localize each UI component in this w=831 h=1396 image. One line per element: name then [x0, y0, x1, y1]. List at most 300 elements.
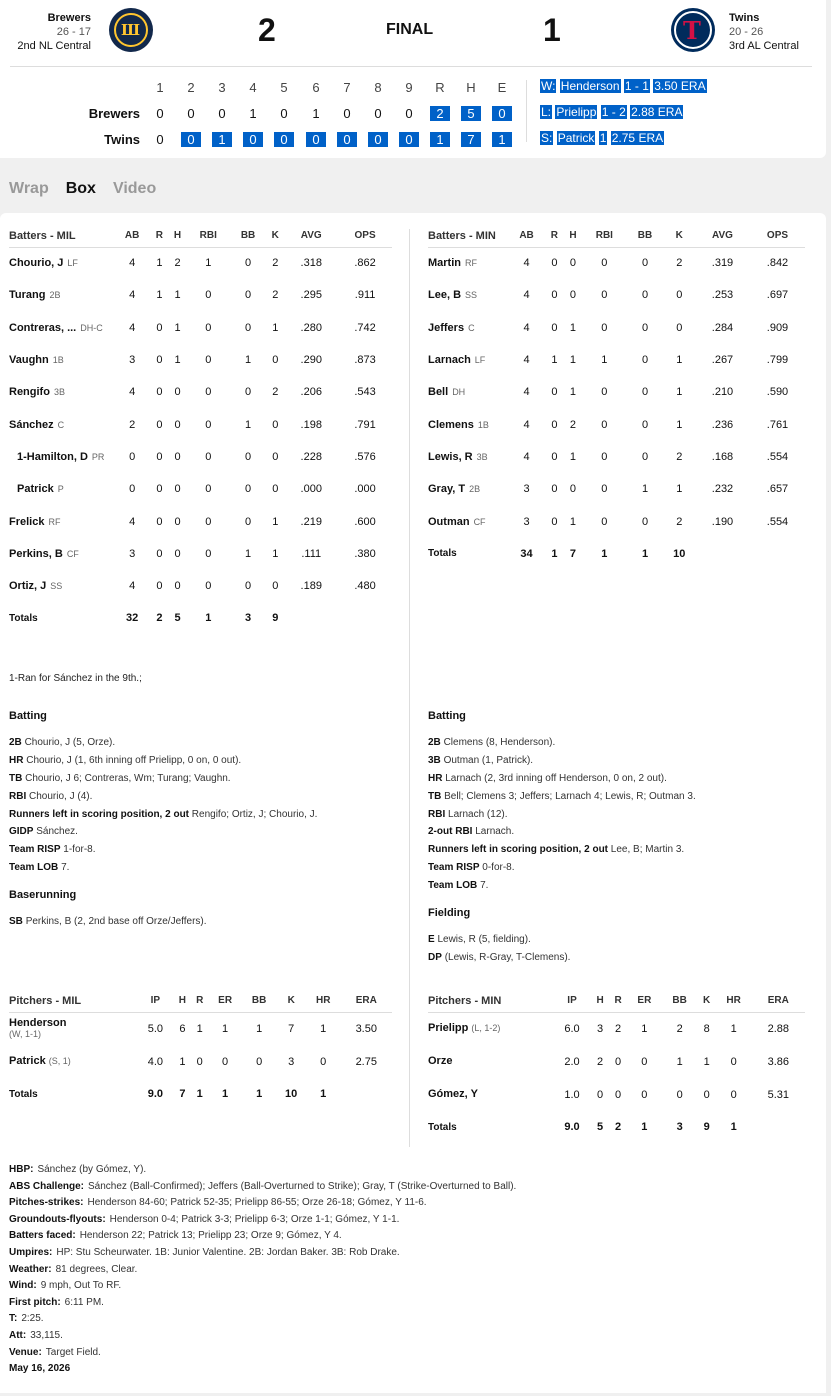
player-name[interactable]: Gómez, Y [428, 1088, 478, 1100]
decision-era: 2.75 ERA [611, 131, 664, 145]
player-cell[interactable] [428, 1045, 553, 1078]
stat-cell: 0 [174, 418, 181, 431]
game-info-line [9, 1295, 516, 1312]
inning-header: 7 [343, 80, 351, 95]
stat-cell: 3 [129, 354, 136, 367]
linescore-cell: 0 [280, 106, 288, 121]
stat-cell: 1 [244, 354, 252, 367]
stat-cell: 0 [601, 483, 608, 496]
linescore-cell: 0 [306, 132, 326, 147]
stat-cell: 3.50 [355, 1022, 377, 1035]
stat-cell: 2 [272, 386, 279, 399]
linescore-header [60, 80, 520, 106]
player-name[interactable]: Martin [428, 257, 461, 270]
stat-cell: .206 [300, 386, 322, 399]
inning-header: R [435, 80, 445, 95]
stat-cell: 0 [156, 483, 163, 496]
player-position: CF [66, 548, 79, 559]
linescore-cell: 0 [374, 106, 382, 121]
stat-cell: 2 [174, 257, 181, 270]
game-info-line [9, 1311, 516, 1328]
stat-cell: 2 [129, 418, 136, 431]
game-info-value: Henderson 84-60; Patrick 52-35; Prielipp 86-55; Orze 26-18; Gómez, Y 11-6. [87, 1197, 427, 1209]
decision-line[interactable] [540, 104, 683, 120]
stat-cell: 4 [129, 257, 136, 270]
inning-header: 6 [312, 80, 320, 95]
stat-cell: 4 [523, 418, 530, 431]
stat-cell: 0 [615, 1055, 622, 1068]
player-cell[interactable] [9, 247, 114, 279]
stat-cell: 9.0 [147, 1088, 163, 1100]
linescore-cell: 0 [399, 132, 419, 147]
player-name[interactable]: Patrick [17, 483, 54, 496]
linescore-cell: 1 [492, 132, 512, 147]
note-value: Outman (1, Patrick). [443, 754, 534, 766]
stat-cell: 0 [156, 386, 163, 399]
player-decision: (S, 1) [48, 1056, 71, 1066]
player-name[interactable]: Perkins, B [9, 547, 63, 560]
stat-cell: .600 [354, 515, 376, 528]
player-cell[interactable] [428, 441, 508, 473]
stat-cell: 3 [676, 1121, 683, 1133]
stat-cell: 1 [320, 1088, 327, 1100]
game-info-line [9, 1345, 516, 1362]
player-name[interactable]: Larnach [428, 354, 471, 367]
note-value: Perkins, B (2, 2nd base off Orze/Jeffers). [25, 916, 207, 928]
game-info-value: 33,115. [30, 1329, 63, 1341]
stat-cell: 1 [174, 321, 181, 334]
stat-cell: 32 [126, 612, 139, 625]
stat-cell: 1 [222, 1022, 229, 1035]
player-cell[interactable] [428, 1012, 553, 1045]
stat-cell: .319 [711, 257, 734, 270]
note-line [428, 806, 823, 824]
stat-cell: .480 [354, 580, 376, 593]
stat-cell: 0 [156, 450, 163, 463]
table-row [9, 376, 392, 408]
decision-era: 2.88 ERA [631, 105, 683, 119]
player-position: RF [48, 516, 61, 527]
player-cell[interactable] [428, 505, 508, 537]
stat-cell: 0 [551, 289, 558, 302]
stat-cell: 4 [523, 354, 530, 367]
away-team-name[interactable]: Brewers [47, 12, 91, 24]
notes-heading: Batting [428, 710, 466, 722]
linescore-cell: 0 [274, 132, 294, 147]
notes-section [9, 887, 404, 931]
tab-wrap[interactable]: Wrap [9, 180, 49, 197]
player-position: LF [67, 258, 78, 269]
stat-cell: 1 [676, 354, 683, 367]
column-header: R [545, 225, 564, 247]
player-cell[interactable] [428, 279, 508, 311]
linescore-team[interactable]: Brewers [88, 106, 140, 121]
note-value: Sánchez. [36, 826, 78, 838]
player-cell[interactable] [428, 312, 508, 344]
player-cell[interactable] [9, 538, 114, 570]
stat-cell: 5 [597, 1121, 604, 1133]
note-line [9, 859, 404, 877]
player-name[interactable]: Frelick [9, 515, 45, 528]
player-cell[interactable] [9, 1045, 137, 1078]
decision-era: 3.50 ERA [654, 79, 706, 93]
player-cell[interactable] [428, 247, 508, 279]
totals-label: Totals [9, 612, 38, 624]
table-row [9, 473, 392, 505]
table-row [428, 247, 805, 279]
tab-video[interactable]: Video [112, 180, 157, 197]
decision-record: 1 [599, 131, 607, 145]
player-cell[interactable] [428, 1078, 553, 1111]
stat-cell: .267 [711, 354, 734, 367]
note-value: Chourio, J 6; Contreras, Wm; Turang; Vaughn. [25, 772, 231, 784]
stat-cell: 1 [601, 547, 608, 560]
stat-cell: 0 [174, 450, 181, 463]
stat-cell: 0 [156, 515, 163, 528]
column-header: K [276, 990, 305, 1012]
table-header [9, 225, 392, 247]
column-header: H [564, 225, 583, 247]
stat-cell: 1 [676, 386, 683, 399]
game-info-value: Henderson 22; Patrick 13; Prielipp 23; Orze 9; Gómez, Y 4. [79, 1230, 342, 1242]
tab-box[interactable]: Box [65, 180, 96, 197]
stat-cell: 0 [641, 289, 649, 302]
player-name[interactable]: Lewis, R [428, 450, 473, 463]
note-line [428, 734, 823, 752]
column-header: H [174, 990, 191, 1012]
player-cell[interactable] [9, 441, 114, 473]
stat-cell: 5.0 [147, 1022, 163, 1035]
column-header: AB [114, 225, 150, 247]
player-name[interactable]: Chourio, J [9, 257, 64, 270]
stat-cell: 1.0 [564, 1088, 580, 1101]
note-line [428, 877, 823, 895]
note-key: HR [9, 754, 24, 766]
linescore-cell: 0 [243, 132, 263, 147]
stat-cell: 0 [244, 289, 252, 302]
linescore-cell: 0 [492, 106, 512, 121]
column-header: BB [662, 990, 698, 1012]
divider [10, 66, 812, 67]
stat-cell: 0 [601, 450, 608, 463]
home-team-standing: 3rd AL Central [729, 40, 799, 52]
decision-record: 1 - 1 [624, 79, 649, 93]
table-row [9, 1012, 392, 1045]
stat-cell [341, 1078, 392, 1110]
player-name[interactable]: Bell [428, 386, 449, 399]
inning-header: E [497, 80, 507, 95]
player-name[interactable]: Jeffers [428, 321, 465, 334]
stat-cell: 2.75 [355, 1055, 377, 1068]
stat-cell: .295 [300, 289, 322, 302]
stat-cell: 4 [523, 450, 530, 463]
player-name[interactable]: Lee, B [428, 289, 462, 302]
column-header: R [150, 225, 168, 247]
stat-cell: 0 [551, 450, 558, 463]
scoreboard-card [0, 0, 826, 158]
game-info-key: Umpires: [9, 1246, 53, 1258]
column-header: H [168, 225, 186, 247]
column-header: H [591, 990, 609, 1012]
player-name[interactable]: Orze [428, 1055, 453, 1067]
stat-cell: 0 [205, 386, 212, 399]
decision-line[interactable] [540, 78, 707, 94]
inning-header: 4 [249, 80, 257, 95]
stat-cell: 0 [551, 386, 558, 399]
stat-cell: .380 [354, 547, 376, 560]
player-name[interactable]: Rengifo [9, 386, 50, 399]
stat-cell: 1 [174, 289, 181, 302]
player-name[interactable]: Henderson [9, 1016, 67, 1029]
stat-cell: 1 [551, 354, 558, 367]
home-team-name[interactable]: Twins [729, 12, 760, 24]
note-value: Bell; Clemens 3; Jeffers; Larnach 4; Lewis, R; Outman 3. [444, 790, 696, 802]
game-info-value: Henderson 0-4; Patrick 3-3; Prielipp 6-3; Orze 1-1; Gómez, Y 1-1. [109, 1213, 400, 1225]
stat-cell: .576 [354, 450, 376, 463]
stat-cell: 0 [601, 321, 608, 334]
player-name[interactable]: Vaughn [9, 354, 49, 367]
note-line [9, 823, 404, 841]
player-name[interactable]: Contreras, ... [9, 321, 77, 334]
stat-cell: 0 [205, 289, 212, 302]
player-cell[interactable] [428, 376, 508, 408]
player-cell[interactable] [428, 408, 508, 440]
stat-cell: 1 [272, 547, 279, 560]
player-decision: (W, 1-1) [9, 1028, 42, 1039]
column-divider [409, 229, 410, 1147]
away-score: 2 [258, 12, 276, 48]
stat-cell: 2.88 [767, 1022, 790, 1035]
stat-cell: 6.0 [564, 1022, 580, 1035]
stat-cell: 0 [174, 386, 181, 399]
table-row [428, 1012, 805, 1045]
brewers-logo[interactable]: Ш [109, 8, 153, 52]
note-line [428, 752, 823, 770]
game-info-key: Weather: [9, 1263, 52, 1275]
player-position: 3B [476, 451, 488, 462]
stat-cell: 10 [285, 1088, 298, 1100]
game-info-value: HP: Stu Scheurwater. 1B: Junior Valentine. 2B: Jordan Baker. 3B: Rob Drake. [56, 1246, 400, 1258]
stat-cell: .318 [300, 257, 322, 270]
stat-cell: 0 [641, 515, 649, 528]
stat-cell: .284 [711, 321, 734, 334]
note-key: Team RISP [428, 862, 480, 874]
player-cell[interactable] [9, 312, 114, 344]
stat-cell: 3 [597, 1022, 604, 1035]
stat-cell: 0 [272, 580, 279, 593]
stat-cell: 3 [244, 612, 252, 625]
game-info-key: Groundouts-flyouts: [9, 1213, 106, 1225]
player-cell[interactable] [428, 473, 508, 505]
game-info-line [9, 1212, 516, 1229]
stat-cell: 0 [551, 418, 558, 431]
batters-mil-table [9, 225, 392, 635]
player-name[interactable]: Turang [9, 289, 46, 302]
column-header: HR [306, 990, 341, 1012]
stat-cell: .280 [300, 321, 322, 334]
decision-line[interactable] [540, 130, 664, 146]
player-name[interactable]: Patrick [9, 1055, 46, 1067]
player-name[interactable]: Clemens [428, 418, 474, 431]
box-score-card [0, 213, 826, 1393]
table-header [428, 990, 805, 1012]
stat-cell: 0 [601, 386, 608, 399]
column-header: BB [230, 225, 266, 247]
stat-cell: 0 [272, 483, 279, 496]
player-cell[interactable] [9, 344, 114, 376]
player-decision: (L, 1-2) [471, 1023, 501, 1034]
stat-cell: .554 [766, 515, 789, 528]
stat-cell: 1 [256, 1022, 263, 1035]
linescore-cell: 0 [337, 132, 357, 147]
player-name[interactable]: Prielipp [428, 1022, 469, 1035]
game-info-value: 2:25. [21, 1313, 44, 1325]
stat-cell: 0 [244, 386, 252, 399]
stat-cell: 0 [730, 1088, 737, 1101]
stat-cell: 7 [288, 1022, 295, 1035]
notes-mil [9, 708, 404, 941]
game-status: FINAL [386, 21, 434, 38]
linescore-cell: 0 [368, 132, 388, 147]
table-row [428, 473, 805, 505]
linescore-team[interactable]: Twins [104, 132, 140, 147]
linescore-cell: 1 [249, 106, 257, 121]
linescore-cell: 0 [181, 132, 201, 147]
inning-header: 3 [218, 80, 226, 95]
stat-cell: 0 [641, 321, 649, 334]
player-cell[interactable] [9, 408, 114, 440]
game-info-line [9, 1179, 516, 1196]
player-cell[interactable] [428, 344, 508, 376]
stat-cell: .210 [711, 386, 734, 399]
column-header: AB [508, 225, 545, 247]
stat-cell: 10 [673, 547, 686, 560]
player-position: LF [474, 355, 486, 366]
linescore-cell: 0 [156, 106, 164, 121]
stat-cell: 0 [205, 354, 212, 367]
stat-cell: 7 [179, 1088, 186, 1100]
pitchers-mil-table [9, 990, 392, 1110]
table-row [428, 1045, 805, 1078]
player-cell[interactable] [9, 1012, 137, 1045]
stat-cell: 0 [174, 483, 181, 496]
player-position: DH-C [80, 322, 103, 333]
stat-cell: .911 [354, 289, 376, 302]
column-header: RBI [582, 225, 626, 247]
stat-cell: 3 [288, 1055, 295, 1068]
stat-cell: .554 [766, 450, 789, 463]
stat-cell: 9 [272, 612, 279, 625]
player-position: 1B [52, 355, 64, 366]
stat-cell: 0 [703, 1088, 710, 1101]
away-team-standing: 2nd NL Central [17, 40, 91, 52]
stat-cell: .862 [354, 257, 376, 270]
note-line [428, 841, 823, 859]
stat-cell: .168 [711, 450, 734, 463]
stat-cell: .232 [711, 483, 734, 496]
stat-cell: 0 [196, 1055, 203, 1068]
column-header: AVG [284, 225, 338, 247]
game-info-key: Wind: [9, 1280, 37, 1292]
column-header: ERA [341, 990, 392, 1012]
player-name[interactable]: Sánchez [9, 418, 54, 431]
note-value: Chourio, J (4). [29, 790, 93, 802]
linescore-cell: 5 [461, 106, 481, 121]
stat-cell: 0 [244, 515, 252, 528]
player-cell[interactable] [9, 570, 114, 602]
note-line [9, 806, 404, 824]
stat-cell: .590 [766, 386, 789, 399]
game-info-key: T: [9, 1313, 18, 1325]
player-cell[interactable] [9, 505, 114, 537]
note-line [428, 931, 823, 949]
player-cell[interactable] [9, 376, 114, 408]
table-row [9, 344, 392, 376]
stat-cell: 8 [703, 1022, 710, 1035]
player-name[interactable]: Outman [428, 515, 470, 528]
stat-cell: 0 [641, 450, 649, 463]
stat-cell: 2 [676, 515, 683, 528]
twins-logo[interactable]: T [671, 8, 715, 52]
game-info-key: HBP: [9, 1164, 34, 1175]
notes-min [428, 708, 823, 977]
stat-cell: 2 [272, 289, 279, 302]
game-info-line [9, 1195, 516, 1212]
stat-cell: 1 [156, 257, 163, 270]
table-row [9, 570, 392, 602]
column-header: ER [208, 990, 241, 1012]
table-row [9, 312, 392, 344]
note-line [9, 913, 404, 931]
note-key: SB [9, 916, 23, 928]
stat-cell: 1 [569, 354, 576, 367]
stat-cell: 0 [205, 580, 212, 593]
game-info-line [9, 1278, 516, 1295]
note-key: Runners left in scoring position, 2 out [9, 808, 190, 820]
column-header: IP [137, 990, 174, 1012]
player-name[interactable]: 1-Hamilton, D [17, 450, 88, 463]
linescore-row [60, 106, 520, 132]
table-row [428, 312, 805, 344]
stat-cell: 1 [730, 1022, 737, 1035]
stat-cell: 4 [129, 289, 136, 302]
player-position: SS [50, 581, 63, 592]
note-key: RBI [428, 808, 446, 820]
stat-cell: 0 [174, 515, 181, 528]
stat-cell: 0 [597, 1088, 604, 1101]
column-header: R [609, 990, 627, 1012]
note-key: GIDP [9, 826, 34, 838]
stat-cell: 1 [244, 418, 252, 431]
decision-label: S: [541, 131, 553, 145]
stat-cell: 1 [156, 289, 163, 302]
linescore-cell: 0 [343, 106, 351, 121]
stat-cell: .842 [766, 257, 789, 270]
inning-header: 5 [280, 80, 288, 95]
player-name[interactable]: Gray, T [428, 483, 466, 496]
totals-label: Totals [9, 1088, 38, 1100]
stat-cell [750, 538, 805, 570]
stat-cell: 0 [129, 483, 136, 496]
stat-cell: 1 [272, 515, 279, 528]
stat-cell: 9.0 [564, 1121, 580, 1133]
player-cell[interactable] [9, 279, 114, 311]
linescore [60, 80, 520, 158]
stat-cell: 4 [523, 321, 530, 334]
player-name[interactable]: Ortiz, J [9, 580, 47, 593]
player-cell[interactable] [9, 473, 114, 505]
linescore-row [60, 132, 520, 158]
